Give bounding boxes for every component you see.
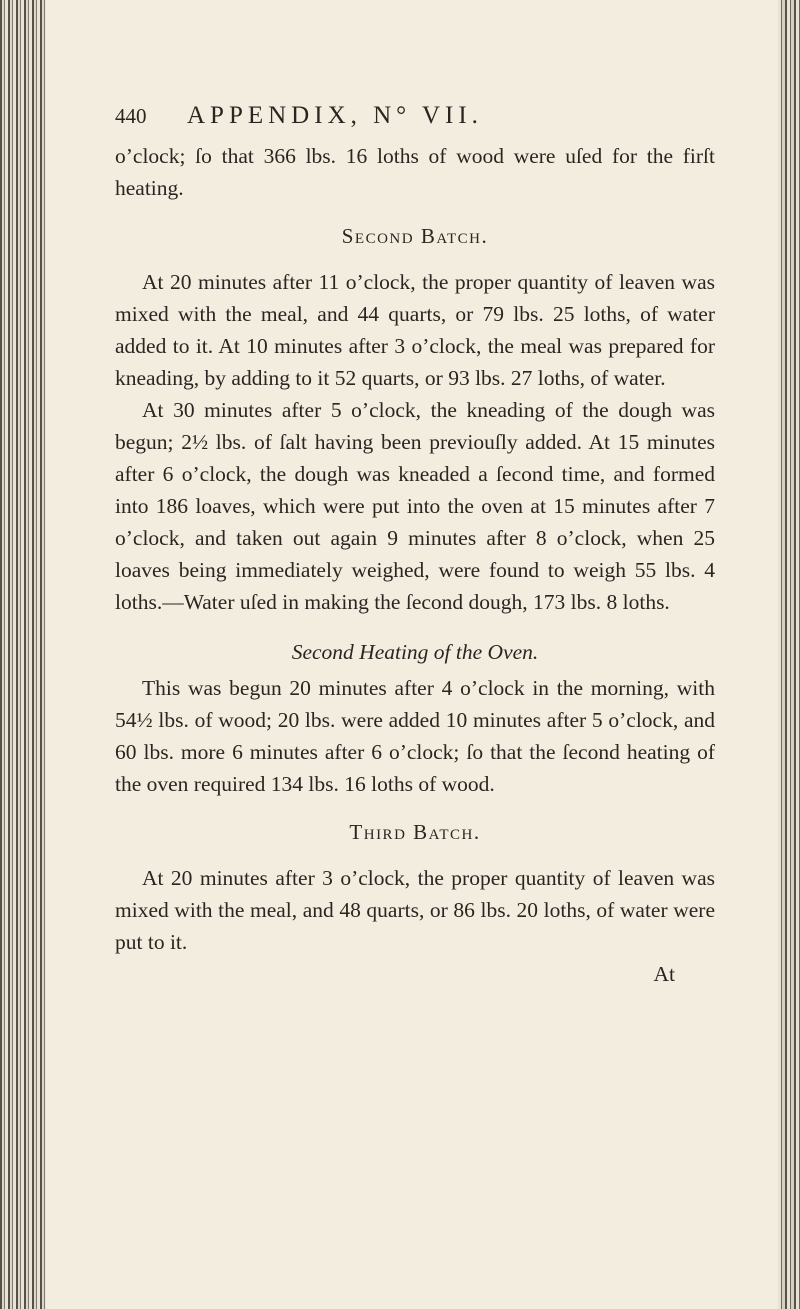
catchword: At — [653, 962, 675, 986]
binding-edge-left — [0, 0, 46, 1309]
paragraph-second-heating: This was begun 20 minutes after 4 o’clock in the morning, with 54½ lbs. of wood; 20 lbs. were added 10 minutes after 5 o’clock, and 60 lbs. more 6 minutes after 6 o’clock; ſo that the ſecond heating of the oven required 134 lbs. 16 loths of wood. — [115, 676, 715, 796]
section-heading-second-batch: Second Batch. — [341, 224, 489, 248]
page-number: 440 — [115, 104, 147, 128]
book-page — [115, 100, 715, 990]
paragraph-second-batch-leaven: At 20 minutes after 11 o’clock, the proper quantity of leaven was mixed with the meal, and 44 quarts, or 79 lbs. 25 loths, of water added to it. At 10 minutes after 3 o’clock, the meal was prepared for kneading, by adding to it 52 quarts, or 93 lbs. 27 loths, of water. — [115, 270, 715, 390]
paragraph-third-batch: At 20 minutes after 3 o’clock, the proper quantity of leaven was mixed with the meal, and 48 quarts, or 86 lbs. 20 loths, of water were put to it. — [115, 866, 715, 954]
section-heading-third-batch: Third Batch. — [349, 820, 481, 844]
paragraph-continuation: o’clock; ſo that 366 lbs. 16 loths of wood were uſed for the firſt heating. — [115, 144, 715, 200]
running-header — [115, 100, 715, 140]
paragraph-second-batch-kneading: At 30 minutes after 5 o’clock, the kneading of the dough was begun; 2½ lbs. of ſalt having been previouſly added. At 15 minutes after 6 o’clock, the dough was kneaded a ſecond time, and formed into 186 loaves, which were put into the oven at 15 minutes after 7 o’clock, and taken out again 9 minutes after 8 o’clock, when 25 loaves being immediately weighed, were found to weigh 55 lbs. 4 loths.—Water uſed in making the ſecond dough, 173 lbs. 8 loths. — [115, 398, 715, 614]
subheading-second-heating: Second Heating of the Oven. — [291, 640, 539, 664]
running-title: APPENDIX, N° VII. — [187, 102, 483, 129]
page-edge-right — [778, 0, 800, 1309]
